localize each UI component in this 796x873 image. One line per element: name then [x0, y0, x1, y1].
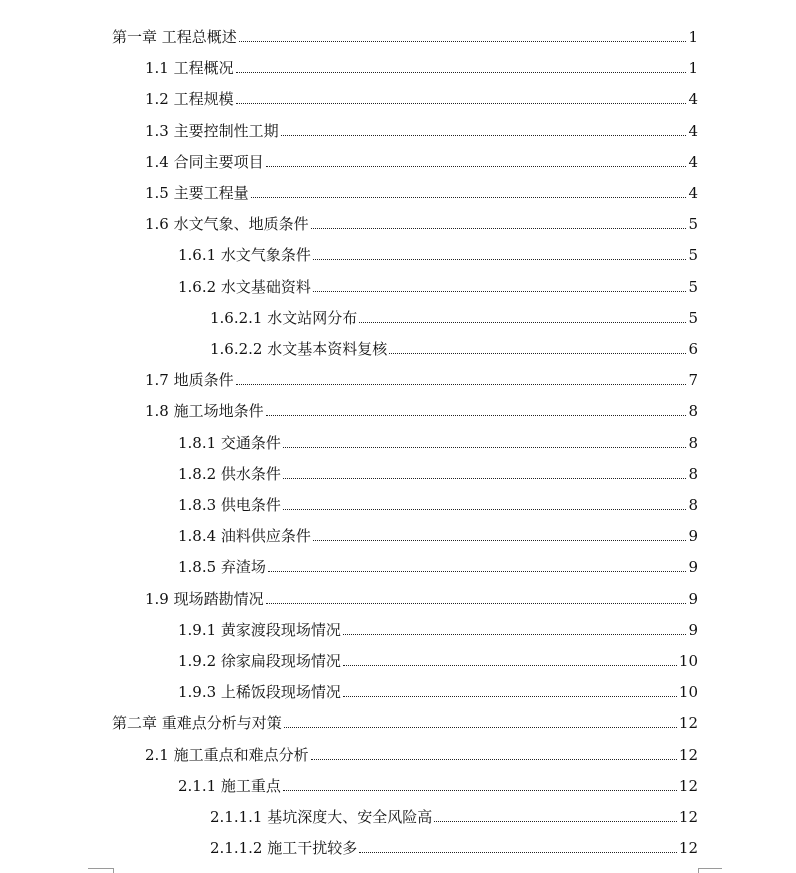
- toc-entry-page-number: 12: [678, 839, 698, 858]
- toc-entry[interactable]: [145, 49, 698, 77]
- toc-entry-page-number: 9: [688, 527, 698, 546]
- toc-entry-page-number: 10: [678, 683, 698, 702]
- toc-entry-page-number: 8: [688, 464, 698, 483]
- toc-dot-leader: [434, 820, 677, 822]
- toc-entry-title: 第二章 重难点分析与对策: [112, 714, 282, 733]
- toc-dot-leader: [281, 134, 686, 136]
- toc-entry[interactable]: [210, 798, 698, 826]
- toc-entry-title: 1.9.3 上稀饭段现场情况: [178, 683, 341, 702]
- toc-entry[interactable]: [178, 642, 698, 670]
- toc-dot-leader: [313, 290, 686, 292]
- toc-entry-page-number: 12: [678, 776, 698, 795]
- toc-dot-leader: [283, 446, 686, 448]
- toc-entry[interactable]: [210, 299, 698, 327]
- toc-entry-page-number: 1: [688, 28, 698, 46]
- toc-entry[interactable]: [145, 205, 698, 233]
- toc-entry-page-number: 10: [678, 652, 698, 670]
- toc-entry-page-number: 4: [688, 152, 698, 171]
- toc-entry[interactable]: [145, 736, 698, 764]
- toc-entry[interactable]: [145, 112, 698, 140]
- toc-entry-page-number: 4: [688, 121, 698, 140]
- toc-entry-page-number: 4: [688, 90, 698, 109]
- toc-entry[interactable]: [145, 580, 698, 608]
- toc-entry-title: 1.6.1 水文气象条件: [178, 246, 311, 265]
- toc-entry-page-number: 5: [688, 246, 698, 265]
- toc-dot-leader: [251, 196, 686, 198]
- toc-entry[interactable]: [112, 18, 698, 46]
- toc-entry-page-number: 5: [688, 308, 698, 327]
- toc-entry-title: 1.5 主要工程量: [145, 184, 249, 202]
- toc-entry[interactable]: [145, 143, 698, 171]
- toc-entry-page-number: 12: [678, 808, 698, 826]
- toc-dot-leader: [343, 633, 686, 635]
- toc-entry-page-number: 9: [688, 589, 698, 608]
- toc-entry[interactable]: [178, 486, 698, 514]
- toc-entry-title: 1.9.2 徐家扁段现场情况: [178, 652, 341, 670]
- toc-dot-leader: [284, 726, 677, 728]
- toc-dot-leader: [236, 102, 686, 104]
- toc-entry-page-number: 6: [688, 340, 698, 358]
- toc-dot-leader: [268, 570, 686, 572]
- page-corner-mark-left-v: [113, 868, 114, 873]
- toc-entry-title: 1.3 主要控制性工期: [145, 121, 279, 140]
- toc-entry-title: 1.6.2.1 水文站网分布: [210, 308, 358, 327]
- toc-entry-title: 2.1 施工重点和难点分析: [145, 745, 309, 764]
- toc-entry[interactable]: [145, 174, 698, 202]
- toc-dot-leader: [343, 664, 677, 666]
- toc-entry-title: 1.7 地质条件: [145, 371, 234, 390]
- toc-dot-leader: [313, 258, 686, 260]
- toc-entry-title: 1.8.2 供水条件: [178, 464, 281, 483]
- toc-entry-title: 1.1 工程概况: [145, 59, 234, 78]
- toc-entry-title: 1.9 现场踏勘情况: [145, 589, 264, 608]
- toc-dot-leader: [343, 695, 677, 697]
- toc-entry[interactable]: [178, 268, 698, 296]
- toc-dot-leader: [283, 789, 677, 791]
- toc-entry-title: 1.6 水文气象、地质条件: [145, 215, 309, 234]
- toc-entry[interactable]: [178, 611, 698, 639]
- toc-entry[interactable]: [145, 80, 698, 108]
- toc-entry-title: 第一章 工程总概述: [112, 28, 237, 46]
- toc-entry[interactable]: [178, 673, 698, 701]
- page-corner-mark-right: [698, 868, 722, 869]
- toc-entry-title: 1.8.3 供电条件: [178, 496, 281, 514]
- toc-dot-leader: [359, 851, 677, 853]
- toc-entry[interactable]: [145, 392, 698, 420]
- toc-entry-page-number: 12: [678, 745, 698, 764]
- page-corner-mark-left: [88, 868, 114, 869]
- toc-entry[interactable]: [145, 361, 698, 389]
- toc-dot-leader: [266, 165, 686, 167]
- toc-dot-leader: [389, 352, 686, 354]
- toc-entry-title: 1.8.5 弃渣场: [178, 558, 266, 577]
- toc-entry-page-number: 8: [688, 433, 698, 452]
- toc-entry[interactable]: [178, 424, 698, 452]
- toc-entry-title: 2.1.1.2 施工干扰较多: [210, 839, 358, 858]
- toc-entry-title: 1.6.2 水文基础资料: [178, 277, 311, 296]
- toc-entry-page-number: 1: [688, 59, 698, 78]
- toc-entry-page-number: 9: [688, 620, 698, 639]
- toc-dot-leader: [311, 758, 677, 760]
- toc-entry-page-number: 4: [688, 184, 698, 202]
- toc-dot-leader: [283, 508, 686, 510]
- toc-entry-title: 1.8.1 交通条件: [178, 433, 281, 452]
- toc-entry-page-number: 5: [688, 215, 698, 234]
- toc-entry-page-number: 9: [688, 558, 698, 577]
- toc-dot-leader: [266, 602, 686, 604]
- toc-dot-leader: [266, 414, 686, 416]
- toc-dot-leader: [236, 383, 686, 385]
- toc-entry-title: 2.1.1 施工重点: [178, 776, 281, 795]
- toc-entry[interactable]: [178, 455, 698, 483]
- page-corner-mark-right-v: [698, 868, 699, 873]
- toc-dot-leader: [311, 227, 686, 229]
- toc-entry-page-number: 12: [678, 714, 698, 733]
- toc-dot-leader: [313, 539, 686, 541]
- toc-entry-title: 1.2 工程规模: [145, 90, 234, 109]
- toc-entry-page-number: 8: [688, 496, 698, 514]
- toc-entry-title: 2.1.1.1 基坑深度大、安全风险高: [210, 808, 433, 826]
- toc-entry[interactable]: [178, 548, 698, 576]
- toc-entry[interactable]: [178, 236, 698, 264]
- toc-entry-title: 1.6.2.2 水文基本资料复核: [210, 340, 388, 358]
- toc-entry[interactable]: [210, 829, 698, 857]
- toc-entry[interactable]: [112, 704, 698, 732]
- toc-entry-title: 1.8.4 油料供应条件: [178, 527, 311, 546]
- toc-dot-leader: [236, 71, 686, 73]
- toc-entry-title: 1.8 施工场地条件: [145, 402, 264, 421]
- toc-dot-leader: [239, 40, 686, 42]
- toc-entry[interactable]: [210, 330, 698, 358]
- toc-entry-title: 1.4 合同主要项目: [145, 152, 264, 171]
- toc-entry[interactable]: [178, 767, 698, 795]
- toc-dot-leader: [359, 321, 686, 323]
- toc-entry-title: 1.9.1 黄家渡段现场情况: [178, 620, 341, 639]
- toc-entry-page-number: 8: [688, 402, 698, 421]
- toc-entry-page-number: 7: [688, 371, 698, 390]
- toc-dot-leader: [283, 477, 686, 479]
- toc-entry-page-number: 5: [688, 277, 698, 296]
- toc-entry[interactable]: [178, 517, 698, 545]
